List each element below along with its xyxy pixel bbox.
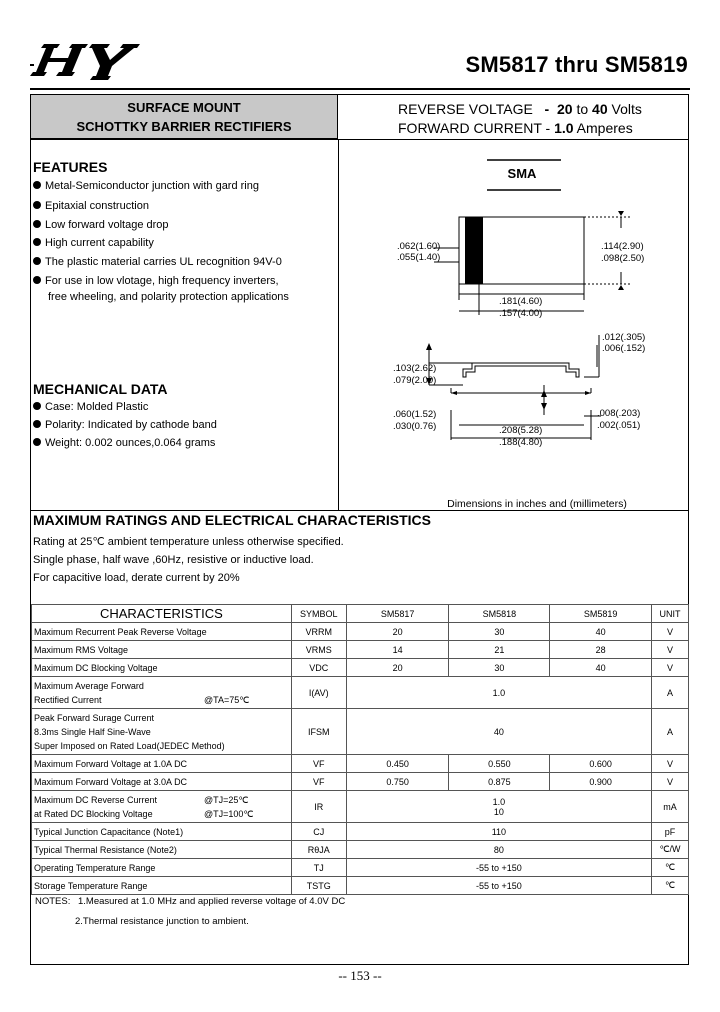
characteristic-text: Peak Forward Surage Current — [34, 712, 155, 723]
ratings-note: Rating at 25℃ ambient temperature unless otherwise specified. — [33, 536, 344, 548]
symbol-cell: VF — [291, 773, 346, 791]
characteristic-text: Super Imposed on Rated Load(JEDEC Method) — [34, 740, 225, 751]
bullet-icon — [33, 276, 41, 284]
dim-label: .208(5.28) — [499, 425, 543, 436]
table-header-cell: CHARACTERISTICS — [32, 605, 292, 623]
characteristic-text: Typical Thermal Resistance (Note2) — [34, 844, 177, 855]
characteristic-text: Maximum DC Blocking Voltage — [34, 662, 158, 673]
unit-cell: ℃ — [652, 877, 689, 895]
mechanical-item: Case: Molded Plastic — [33, 401, 148, 413]
dim-label: .188(4.80) — [499, 437, 543, 448]
condition-text: @TJ=100℃ — [204, 808, 254, 819]
current-line: FORWARD CURRENT - 1.0 Amperes — [398, 120, 633, 136]
symbol-cell: I(AV) — [291, 677, 346, 709]
unit-cell: ℃/W — [652, 841, 689, 859]
dim-label: .060(1.52) — [393, 409, 437, 420]
value-cell: 30 — [449, 659, 550, 677]
characteristic-text: Maximum Average Forward — [34, 680, 144, 691]
value-cell: 28 — [550, 641, 652, 659]
characteristic-line — [34, 757, 289, 771]
value-cell: 30 — [449, 623, 550, 641]
feature-item: Epitaxial construction — [33, 200, 149, 212]
feature-continuation: free wheeling, and polarity protection applications — [48, 291, 289, 303]
characteristics-table — [31, 604, 689, 895]
characteristic-text: Maximum RMS Voltage — [34, 644, 129, 655]
feature-item: Low forward voltage drop — [33, 219, 169, 231]
characteristic-text: 8.3ms Single Half Sine-Wave — [34, 726, 151, 737]
bullet-icon — [33, 420, 41, 428]
characteristic-text: Typical Junction Capacitance (Note1) — [34, 826, 184, 837]
unit-cell: ℃ — [652, 859, 689, 877]
symbol-cell: CJ — [291, 823, 346, 841]
value-cell: 0.875 — [449, 773, 550, 791]
value-cell: 20 — [346, 623, 449, 641]
characteristic-line — [34, 843, 289, 857]
unit-cell: pF — [652, 823, 689, 841]
part-title: SM5817 thru SM5819 — [465, 52, 688, 77]
characteristic-text: Storage Temperature Range — [34, 880, 148, 891]
value-cell: 14 — [346, 641, 449, 659]
characteristic-text: Rectified Current — [34, 694, 102, 705]
characteristic-line — [34, 661, 289, 675]
feature-item: Metal-Semiconductor junction with gard ring — [33, 180, 259, 192]
table-row — [32, 791, 689, 823]
condition-text: @TJ=25℃ — [204, 794, 249, 805]
dim-label: .030(0.76) — [393, 421, 437, 432]
merged-value-cell — [346, 823, 651, 841]
characteristic-line — [34, 807, 289, 821]
table-row — [32, 677, 689, 709]
merged-value-cell — [346, 677, 651, 709]
unit-cell: mA — [652, 791, 689, 823]
section-divider — [31, 510, 689, 511]
product-type-line2: SCHOTTKY BARRIER RECTIFIERS — [76, 119, 292, 134]
dim-label: .114(2.90) — [601, 241, 644, 252]
characteristic-line — [34, 775, 289, 789]
symbol-cell: VRMS — [291, 641, 346, 659]
bullet-icon — [33, 257, 41, 265]
characteristic-line — [34, 861, 289, 875]
table-header-cell: SYMBOL — [291, 605, 346, 623]
page-number: -- 153 -- — [338, 968, 382, 983]
characteristic-line — [34, 625, 289, 639]
voltage-line: REVERSE VOLTAGE - 20 to 40 Volts — [398, 101, 642, 117]
symbol-cell: IFSM — [291, 709, 346, 755]
bullet-icon — [33, 201, 41, 209]
characteristic-text: Maximum Forward Voltage at 3.0A DC — [34, 776, 188, 787]
product-type-line1: SURFACE MOUNT — [127, 100, 241, 115]
dim-label: .103(2.62) — [393, 363, 437, 374]
characteristic-text: Maximum Recurrent Peak Reverse Voltage — [34, 626, 207, 637]
bullet-icon — [33, 220, 41, 228]
dim-label: .157(4.00) — [499, 308, 543, 319]
note-2: 2.Thermal resistance junction to ambient. — [75, 916, 249, 927]
characteristic-cell — [32, 755, 292, 773]
characteristic-line — [34, 711, 289, 725]
feature-item: The plastic material carries UL recognition 94V-0 — [33, 256, 282, 268]
bullet-icon — [33, 438, 41, 446]
characteristic-text: Operating Temperature Range — [34, 862, 156, 873]
bullet-icon — [33, 238, 41, 246]
table-header-cell: SM5817 — [346, 605, 449, 623]
ratings-note: For capacitive load, derate current by 20% — [33, 572, 240, 584]
table-row — [32, 859, 689, 877]
value-cell: 21 — [449, 641, 550, 659]
symbol-cell: VRRM — [291, 623, 346, 641]
characteristic-text: Maximum DC Reverse Current — [34, 794, 158, 805]
notes-label: NOTES: — [35, 896, 71, 907]
characteristic-cell — [32, 859, 292, 877]
dim-label: .181(4.60) — [499, 296, 543, 307]
unit-cell: V — [652, 659, 689, 677]
characteristic-line — [34, 725, 289, 739]
features-title: FEATURES — [33, 159, 108, 175]
value-cell: 0.750 — [346, 773, 449, 791]
product-type-box — [31, 95, 338, 139]
table-row — [32, 659, 689, 677]
characteristic-line — [34, 825, 289, 839]
value-cell: 40 — [550, 623, 652, 641]
bullet-icon — [33, 181, 41, 189]
characteristic-text: at Rated DC Blocking Voltage — [34, 808, 153, 819]
table-row — [32, 877, 689, 895]
merged-value: 10 — [493, 806, 504, 817]
merged-value-cell — [346, 791, 651, 823]
table-header-row — [32, 605, 689, 623]
merged-value: 1.0 — [492, 796, 506, 807]
merged-value-cell — [346, 841, 651, 859]
value-cell: 0.900 — [550, 773, 652, 791]
dim-label: .006(.152) — [602, 343, 646, 354]
symbol-cell: RθJA — [291, 841, 346, 859]
table-row — [32, 755, 689, 773]
merged-value: 40 — [493, 726, 504, 737]
value-cell: 0.600 — [550, 755, 652, 773]
value-cell: 40 — [550, 659, 652, 677]
merged-value-cell — [346, 859, 651, 877]
characteristic-cell — [32, 877, 292, 895]
table-header-cell: SM5819 — [550, 605, 652, 623]
value-cell: 0.450 — [346, 755, 449, 773]
characteristic-cell — [32, 641, 292, 659]
characteristic-line — [34, 679, 289, 693]
dim-label: .098(2.50) — [601, 253, 645, 264]
characteristic-cell — [32, 823, 292, 841]
bullet-icon — [33, 402, 41, 410]
merged-value-cell — [346, 709, 651, 755]
characteristic-cell — [32, 791, 292, 823]
merged-value: 1.0 — [492, 687, 506, 698]
package-diagram — [339, 140, 689, 510]
value-cell: 20 — [346, 659, 449, 677]
unit-cell: A — [652, 677, 689, 709]
feature-item: High current capability — [33, 237, 154, 249]
package-label: SMA — [507, 166, 537, 181]
characteristic-line — [34, 739, 289, 753]
characteristic-line — [34, 693, 289, 707]
feature-item: For use in low vlotage, high frequency inverters, — [33, 275, 279, 287]
characteristic-cell — [32, 677, 292, 709]
characteristic-line — [34, 643, 289, 657]
table-row — [32, 773, 689, 791]
symbol-cell: VF — [291, 755, 346, 773]
merged-value: 110 — [491, 826, 507, 837]
characteristic-line — [34, 879, 289, 893]
merged-value: -55 to +150 — [475, 862, 522, 873]
merged-value: -55 to +150 — [475, 880, 522, 891]
dim-label: .062(1.60) — [397, 241, 441, 252]
symbol-cell: VDC — [291, 659, 346, 677]
table-row — [32, 641, 689, 659]
unit-cell: A — [652, 709, 689, 755]
header-rule — [30, 88, 690, 90]
unit-cell: V — [652, 755, 689, 773]
characteristic-cell — [32, 773, 292, 791]
characteristic-cell — [32, 623, 292, 641]
characteristic-line — [34, 793, 289, 807]
symbol-cell: TSTG — [291, 877, 346, 895]
ratings-title: MAXIMUM RATINGS AND ELECTRICAL CHARACTERISTICS — [33, 512, 431, 528]
condition-text: @TA=75℃ — [204, 694, 250, 705]
unit-cell: V — [652, 641, 689, 659]
characteristic-cell — [32, 841, 292, 859]
table-row — [32, 841, 689, 859]
table-header-cell: SM5818 — [449, 605, 550, 623]
symbol-cell: IR — [291, 791, 346, 823]
hy-logo — [30, 40, 155, 80]
dim-label: .012(.305) — [602, 332, 646, 343]
characteristic-text: Maximum Forward Voltage at 1.0A DC — [34, 758, 188, 769]
characteristic-cell — [32, 659, 292, 677]
unit-cell: V — [652, 623, 689, 641]
mechanical-item: Polarity: Indicated by cathode band — [33, 419, 217, 431]
characteristic-cell — [32, 709, 292, 755]
table-header-cell: UNIT — [652, 605, 689, 623]
mechanical-item: Weight: 0.002 ounces,0.064 grams — [33, 437, 215, 449]
merged-value-cell — [346, 877, 651, 895]
merged-value: 80 — [493, 844, 504, 855]
ratings-note: Single phase, half wave ,60Hz, resistive or inductive load. — [33, 554, 314, 566]
mechanical-title: MECHANICAL DATA — [33, 381, 168, 397]
table-row — [32, 623, 689, 641]
value-cell: 0.550 — [449, 755, 550, 773]
note-1: 1.Measured at 1.0 MHz and applied reverse voltage of 4.0V DC — [78, 896, 346, 907]
table-row — [32, 709, 689, 755]
ratings-summary — [398, 100, 642, 138]
dim-label: .079(2.00) — [393, 375, 437, 386]
dim-label: .008(.203) — [597, 408, 641, 419]
unit-cell: V — [652, 773, 689, 791]
table-row — [32, 823, 689, 841]
dim-label: .002(.051) — [597, 420, 641, 431]
dim-label: .055(1.40) — [397, 252, 441, 263]
symbol-cell: TJ — [291, 859, 346, 877]
dimensions-caption: Dimensions in inches and (millimeters) — [447, 498, 627, 510]
